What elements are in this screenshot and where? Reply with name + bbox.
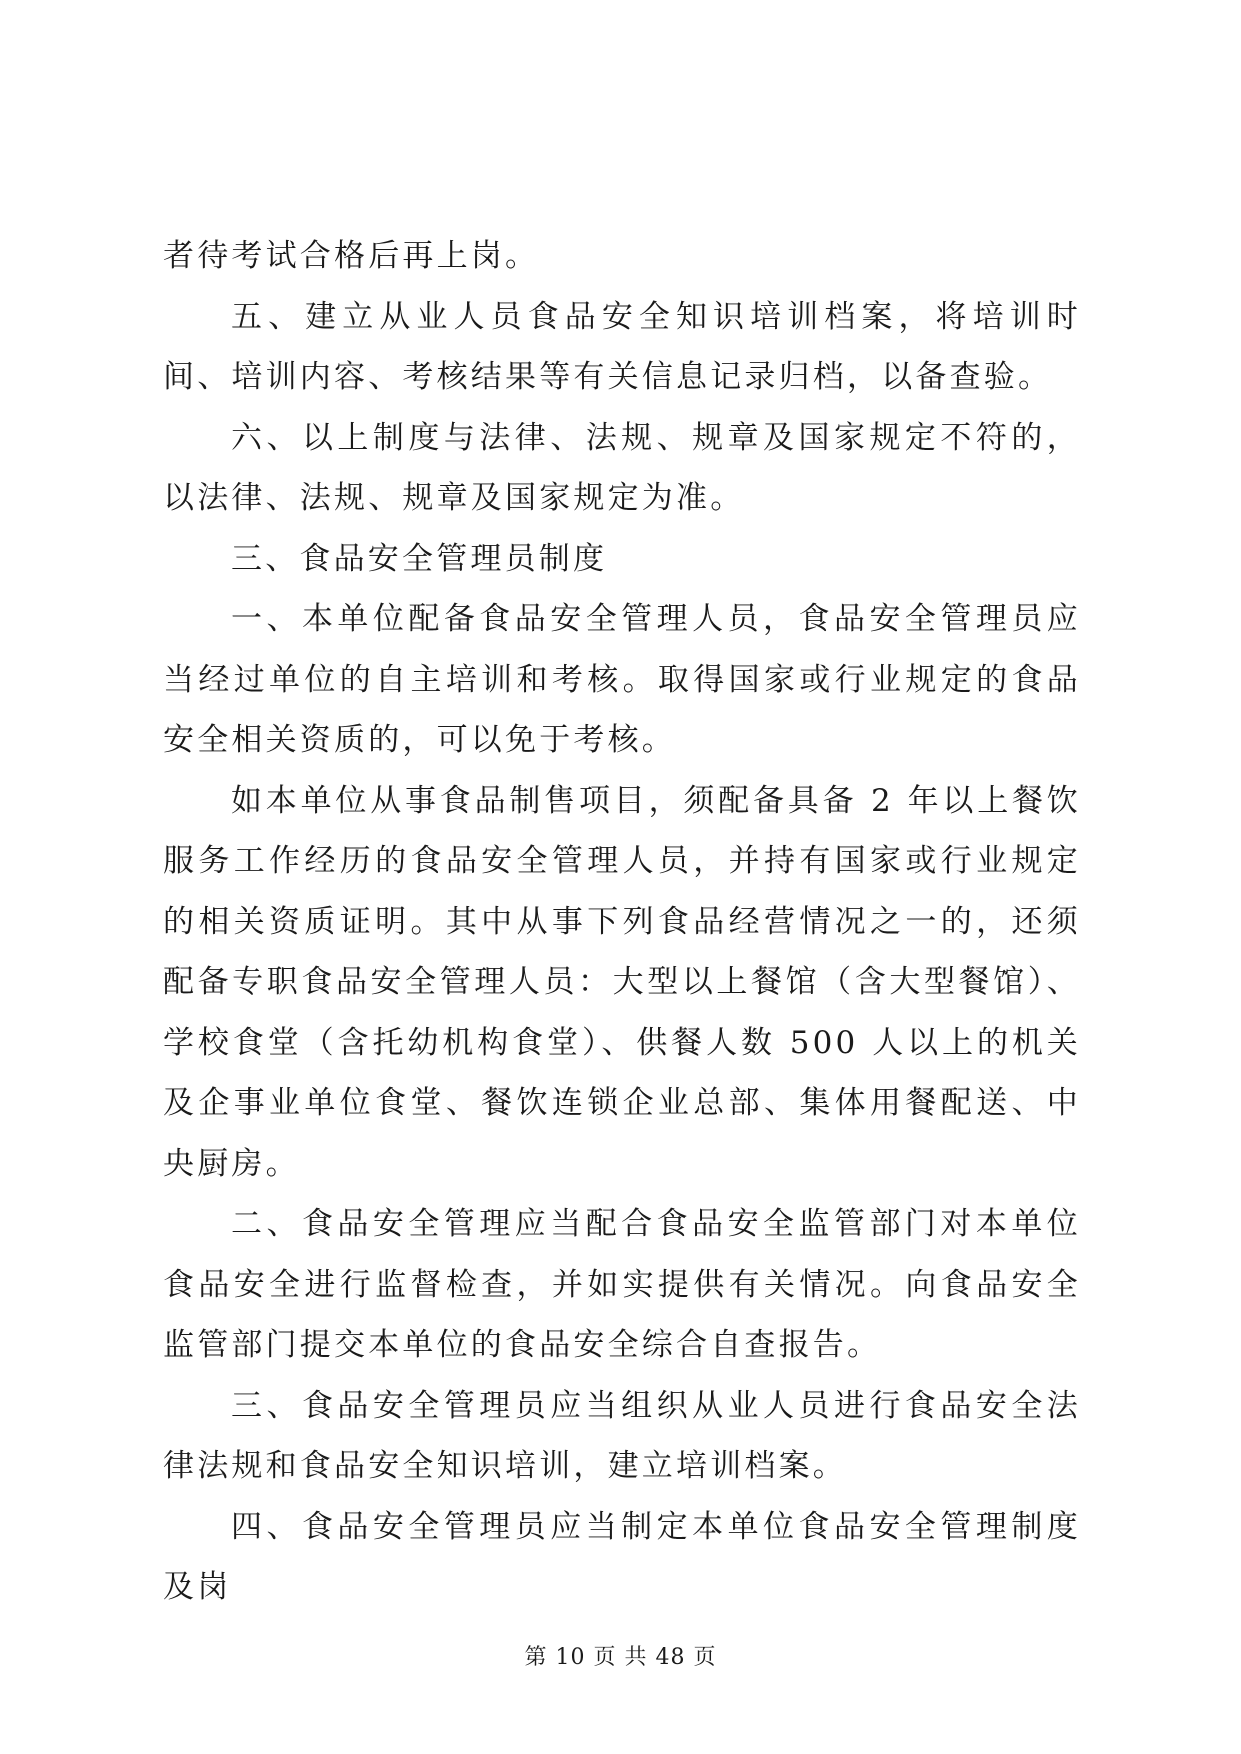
paragraph-item-1: 一、本单位配备食品安全管理人员，食品安全管理员应当经过单位的自主培训和考核。取得国家或行业规定的食品安全相关资质的，可以免于考核。 — [163, 601, 1081, 758]
paragraph-staffing-requirements: 如本单位从事食品制售项目，须配备具备 2 年以上餐饮服务工作经历的食品安全管理人员，并持有国家或行业规定的相关资质证明。其中从事下列食品经营情况之一的，还须配备专职食品安全管理人员：大型以上餐馆（含大型餐馆）、学校食堂（含托幼机构食堂）、供餐人数 500 人以上的机关及企事业单位食堂、餐饮连锁企业总部、集体用餐配送、中央厨房。 — [163, 782, 1081, 1182]
section-heading: 三、食品安全管理员制度 — [231, 540, 608, 577]
document-body — [163, 226, 1081, 1618]
paragraph-item-5: 五、建立从业人员食品安全知识培训档案，将培训时间、培训内容、考核结果等有关信息记录归档，以备查验。 — [163, 298, 1081, 395]
paragraph-item-2: 二、食品安全管理应当配合食品安全监管部门对本单位食品安全进行监督检查，并如实提供有关情况。向食品安全监管部门提交本单位的食品安全综合自查报告。 — [163, 1206, 1081, 1363]
paragraph-continuation: 者待考试合格后再上岗。 — [163, 238, 540, 274]
paragraph-item-4: 四、食品安全管理员应当制定本单位食品安全管理制度及岗 — [163, 1508, 1081, 1605]
page-number-footer: 第 10 页 共 48 页 — [524, 1645, 717, 1670]
paragraph-item-3: 三、食品安全管理员应当组织从业人员进行食品安全法律法规和食品安全知识培训，建立培训档案。 — [163, 1387, 1081, 1484]
paragraph-item-6: 六、以上制度与法律、法规、规章及国家规定不符的，以法律、法规、规章及国家规定为准。 — [163, 419, 1081, 516]
